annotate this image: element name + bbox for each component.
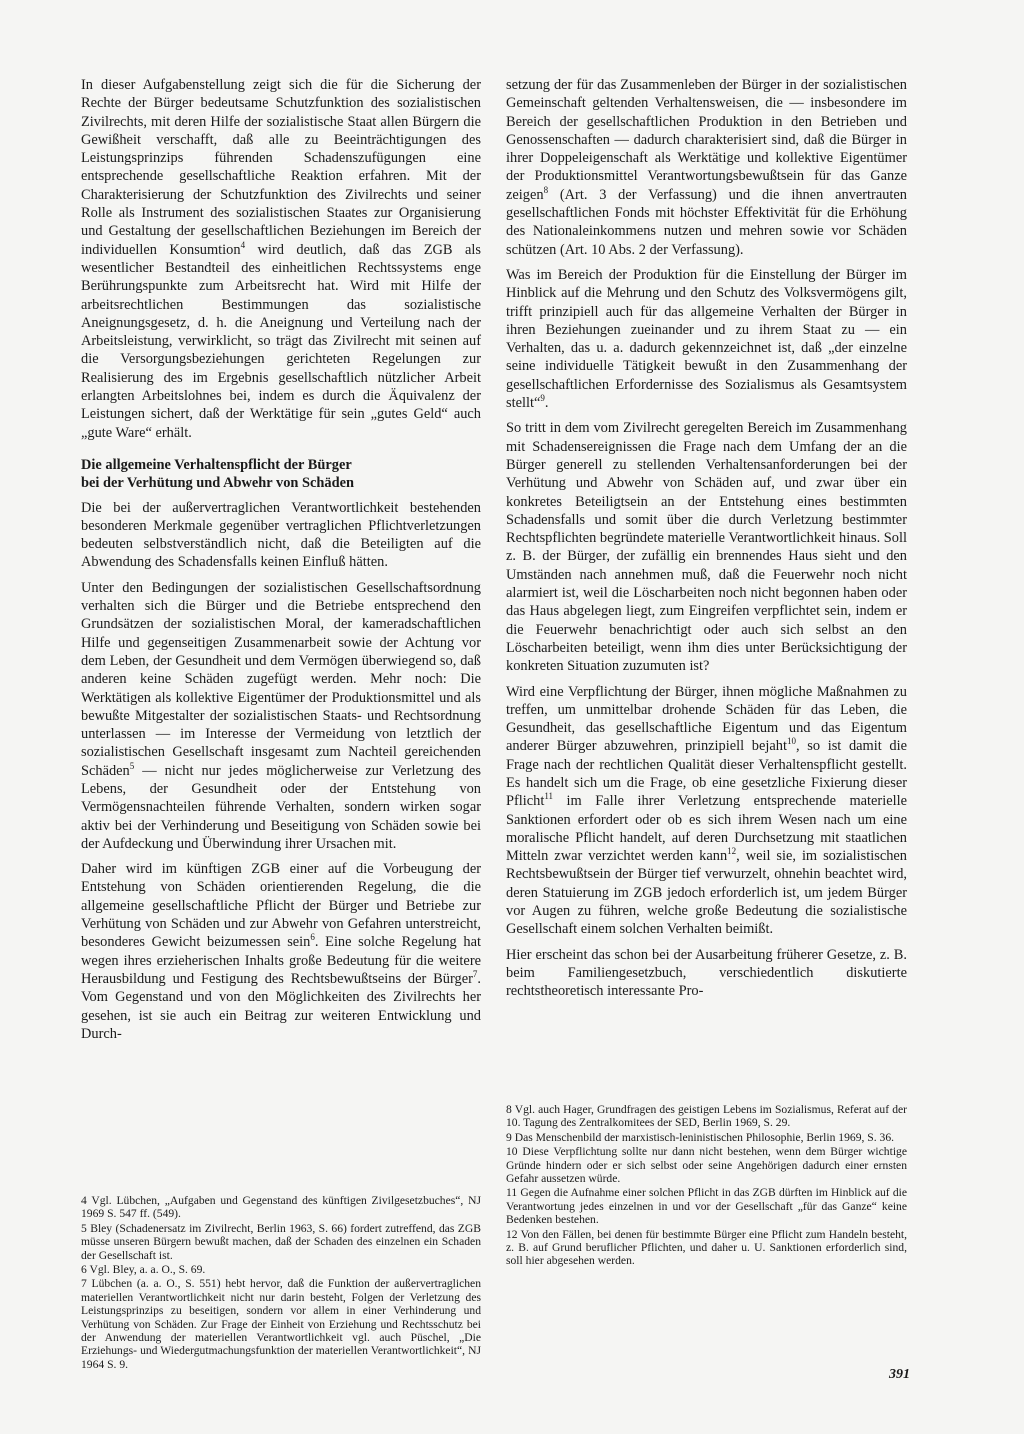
text: , weil sie, im sozialistischen Rechtsbewußtsein der Bürger tief verwurzelt, ohnehin beachtet wird, deren Statuierung im ZGB jedoch erforderlich ist, um jedem Bürger vor Augen zu führen, welche große Bedeutung die sozialistische Gesellschaft einem solchen Verhalten beimißt. [506, 848, 907, 938]
footnote-9: 9 Das Menschenbild der marxistisch-leninistischen Philosophie, Berlin 1969, S. 36. [506, 1130, 895, 1144]
text: Unter den Bedingungen der sozialistischen Gesellschaftsordnung verhalten sich die Bürger und die Betriebe entsprechend den Grundsätzen der sozialistischen Moral, der kameradschaftlichen Hilfe und gegenseitigen Zusammenarbeit sowie der Achtung vor dem Leben, der Gesundheit und dem Vermögen überwiegend so, daß anderen keine Schäden zugefügt werden. Mehr noch: Die Werktätigen als kollektive Eigentümer der Produktionsmittel und als bewußte Mitgestalter der sozialistischen Staats- und Rechtsordnung unterlassen — im Interesse der Vermeidung von letztlich der sozialistischen Gesellschaft insgesamt zum Nachteil gereichenden Schäden [81, 579, 481, 779]
paragraph: Die bei der außervertraglichen Verantwortlichkeit bestehenden besonderen Merkmale gegenüber vertraglichen Pflichtverletzungen bedeuten selbstverständlich nicht, daß die Beteiligten auf die Abwendung des Schadensfalls keinen Einfluß hätten. [81, 499, 481, 571]
right-column [506, 76, 907, 1008]
footnote-12: 12 Von den Fällen, bei denen für bestimmte Bürger eine Pflicht zum Handeln besteht, z. B. auf Grund beruflicher Pflichten, und daher u. U. Sanktionen erforderlich sind, soll hier abgesehen werden. [506, 1227, 907, 1268]
paragraph: Hier erscheint das schon bei der Ausarbeitung früherer Gesetze, z. B. beim Familiengesetzbuch, verschiedentlich diskutierte rechtstheoretisch interessante Pro- [506, 946, 907, 1000]
footnote-ref-10: 10 [786, 736, 796, 747]
footnote-10: 10 Diese Verpflichtung sollte nur dann nicht bestehen, wenn dem Bürger wichtige Gründe hindern oder er sich selbst oder seine Angehörigen dadurch einer ernsten Gefahr aussetzen würde. [506, 1145, 907, 1186]
text: . [544, 395, 549, 412]
footnote-11: 11 Gegen die Aufnahme einer solchen Pflicht in das ZGB dürften im Hinblick auf die Verantwortung jedes einzelnen in und vor der Gesellschaft „für das Ganze“ keine Bedenken bestehen. [506, 1186, 907, 1227]
paragraph: So tritt in dem vom Zivilrecht geregelten Bereich im Zusammenhang mit Schadensereignissen die Frage nach dem Umfang der an die Bürger generell zu stellenden Verhaltensanforderungen bei der Verhütung und Abwehr von Schäden auf, und zwar über ein konkretes Beteiligtsein an der Entstehung eines bestimmten Schadensfalls und somit über die durch Verletzung bestimmter Rechtspflichten begründete materielle Verantwortlichkeit hinaus. Soll z. B. der Bürger, der zufällig ein brennendes Haus sieht und den Umständen nach annehmen muß, daß die Feuerwehr noch nicht alarmiert ist, weil die Löscharbeiten noch nicht begonnen haben oder das Haus abgelegen liegt, zum Eingreifen verpflichtet sein, indem er die Feuerwehr benachrichtigt oder auch sich selbst an den Löscharbeiten beteiligt, wenn ihm dies unter Berücksichtigung der konkreten Situation zuzumuten ist? [506, 420, 907, 675]
footnote-ref-5: 5 [129, 760, 135, 771]
text: wird deutlich, daß das ZGB als wesentlicher Bestandteil des einheitlichen Rechtssystems enge Berührungspunkte zum Arbeitsrecht hat. Wird mit Hilfe der arbeitsrechtlichen Bestimmungen das sozialistische Aneignungsgesetz, d. h. die Aneignung und Verteilung nach der Arbeitsleistung, verwirklicht, so trägt das Zivilrecht mit seinen auf die Versorgungsbeziehungen gerichteten Regelungen zur Realisierung des im Ergebnis gesellschaftlich nützlicher Arbeit erlangten Arbeitslohnes bei, indem es durch die Äquivalenz der Leistungen sichert, daß der Werktätige für sein „gutes Geld“ auch „gute Ware“ erhält. [81, 241, 481, 441]
text: setzung der für das Zusammenleben der Bürger in der sozialistischen Gemeinschaft geltenden Verhaltensweisen, die — insbesondere im Bereich der gesellschaftlichen Produktion in den Betrieben und Genossenschaften — dadurch charakterisiert sind, daß die Bürger in ihrer Doppeleigenschaft als Werktätige und kollektive Eigentümer der Produktionsmittel Verantwortungsbewußtsein für das Ganze zeigen [506, 77, 907, 203]
page-number: 391 [889, 1367, 910, 1382]
left-column [81, 76, 481, 1050]
text: Daher wird im künftigen ZGB einer auf die Vorbeugung der Entstehung von Schäden orientierenden Regelung, die die allgemeine gesellschaftliche Pflicht der Bürger und Betriebe zur Verhütung von Schäden und zur Abwehr von Gefahren unterstreicht, besonderes Gewicht beizumessen sein [81, 861, 481, 951]
text: . Eine solche Regelung hat wegen ihres erzieherischen Inhalts große Bedeutung für die weitere Herausbildung und Festigung des Rechtsbewußtseins der Bürger [81, 934, 481, 987]
paragraph [81, 579, 481, 853]
footnote-ref-6: 6 [310, 932, 315, 943]
footnote-ref-9: 9 [540, 393, 545, 404]
paragraph [506, 76, 907, 259]
footnotes-right [506, 1103, 907, 1269]
footnote-ref-4: 4 [240, 239, 246, 250]
paragraph [81, 860, 481, 1043]
paragraph [506, 266, 907, 412]
text: In dieser Aufgabenstellung zeigt sich die für die Sicherung der Rechte der Bürger bedeutsame Schutzfunktion des sozialistischen Zivilrechts, mit deren Hilfe der sozialistische Staat allen Bürgern die Gewißheit verschafft, daß alle zu Beeinträchtigungen des Leistungsprinzips führenden Schadenszufügungen eine entsprechende gesellschaftliche Reaktion erfahren. Mit der Charakterisierung der Schutzfunktion des Zivilrechts und seiner Rolle als Instrument des sozialistischen Staates zur Organisierung und Gestaltung der gesellschaftlichen Beziehungen im Bereich der individuellen Konsumtion [81, 77, 481, 258]
text: im Falle ihrer Verletzung entsprechende materielle Sanktionen erfordert oder ob es sich ihrem Wesen nach um eine moralische Pflicht handelt, auf deren Durchsetzung mit staatlichen Mitteln zwar verzichtet werden kann [506, 793, 907, 865]
footnotes-left [81, 1194, 481, 1372]
footnote-ref-7: 7 [472, 969, 478, 980]
text: . Vom Gegenstand und von den Möglichkeiten des Zivilrechts her gesehen, ist sie auch ein Beitrag zur weiteren Entwicklung und Durch- [81, 970, 481, 1042]
footnote-ref-8: 8 [543, 184, 549, 195]
footnote-7: 7 Lübchen (a. a. O., S. 551) hebt hervor, daß die Funktion der außervertraglichen materiellen Verantwortlichkeit nicht nur darin besteht, Folgen der Verletzung des Leistungsprinzips zu beseitigen, sondern vor allem in einer Verhinderung und Verhütung von Schäden. Zur Frage der Einheit von Erziehung und Rechtsschutz bei der Anwendung der materiellen Verantwortlichkeit vgl. auch Püschel, „Die Erziehungs- und Wiedergutmachungsfunktion der materiellen Verantwortlichkeit“, NJ 1964 S. 9. [81, 1277, 481, 1371]
paragraph [81, 76, 481, 442]
text: — nicht nur jedes möglicherweise zur Verletzung des Lebens, der Gesundheit oder der Entstehung von Vermögensnachteilen führende Verhalten, sondern wirken sogar aktiv bei der Verhinderung und Beseitigung von Schäden sowie bei der Aufdeckung und Überwindung ihrer Ursachen mit. [81, 762, 481, 852]
paragraph [506, 683, 907, 939]
footnote-5: 5 Bley (Schadenersatz im Zivilrecht, Berlin 1963, S. 66) fordert zutreffend, das ZGB müsse unseren Bürgern bewußt machen, daß der Schaden des einzelnen ein Schaden der Gesellschaft ist. [81, 1221, 481, 1262]
text: (Art. 3 der Verfassung) und die ihnen anvertrauten gesellschaftlichen Fonds mit höchster Effektivität für die Erhöhung des Nationaleinkommens nutzen und mehren sowie vor Schäden schützen (Art. 10 Abs. 2 der Verfassung). [506, 186, 907, 258]
section-heading [81, 456, 481, 493]
heading-line-2: bei der Verhütung und Abwehr von Schäden [81, 475, 354, 492]
footnote-ref-11: 11 [544, 791, 554, 802]
footnote-8: 8 Vgl. auch Hager, Grundfragen des geistigen Lebens im Sozialismus, Referat auf der 10. Tagung des Zentralkomitees der SED, Berlin 1969, S. 29. [506, 1103, 907, 1130]
text: Wird eine Verpflichtung der Bürger, ihnen mögliche Maßnahmen zu treffen, um unmittelbar drohende Schäden für das Leben, die Gesundheit, das gesellschaftliche Eigentum und das Eigentum anderer Bürger abzuwehren, prinzipiell bejaht [506, 683, 907, 755]
text: Was im Bereich der Produktion für die Einstellung der Bürger im Hinblick auf die Mehrung und den Schutz des Volksvermögens gilt, trifft prinzipiell auch für das allgemeine Verhalten der Bürger in ihren Beziehungen zueinander und zu ihrem Staat zu — ein Verhalten, das u. a. dadurch gekennzeichnet ist, daß „der einzelne seine individuelle Tätigkeit bewußt in den Zusammenhang der gesellschaftlichen Erfordernisse des Sozialismus als Gesamtsystem stellt“ [506, 266, 907, 412]
footnote-4: 4 Vgl. Lübchen, „Aufgaben und Gegenstand des künftigen Zivilgesetzbuches“, NJ 1969 S. 547 ff. (549). [81, 1194, 481, 1221]
text: , so ist damit die Frage nach der rechtlichen Qualität dieser Verhaltenspflicht gestellt. Es handelt sich um die Frage, ob eine gesetzliche Fixierung dieser Pflicht [506, 738, 907, 810]
footnote-ref-12: 12 [727, 846, 737, 857]
footnote-6: 6 Vgl. Bley, a. a. O., S. 69. [81, 1263, 206, 1277]
heading-line-1: Die allgemeine Verhaltenspflicht der Bürger [81, 456, 352, 473]
